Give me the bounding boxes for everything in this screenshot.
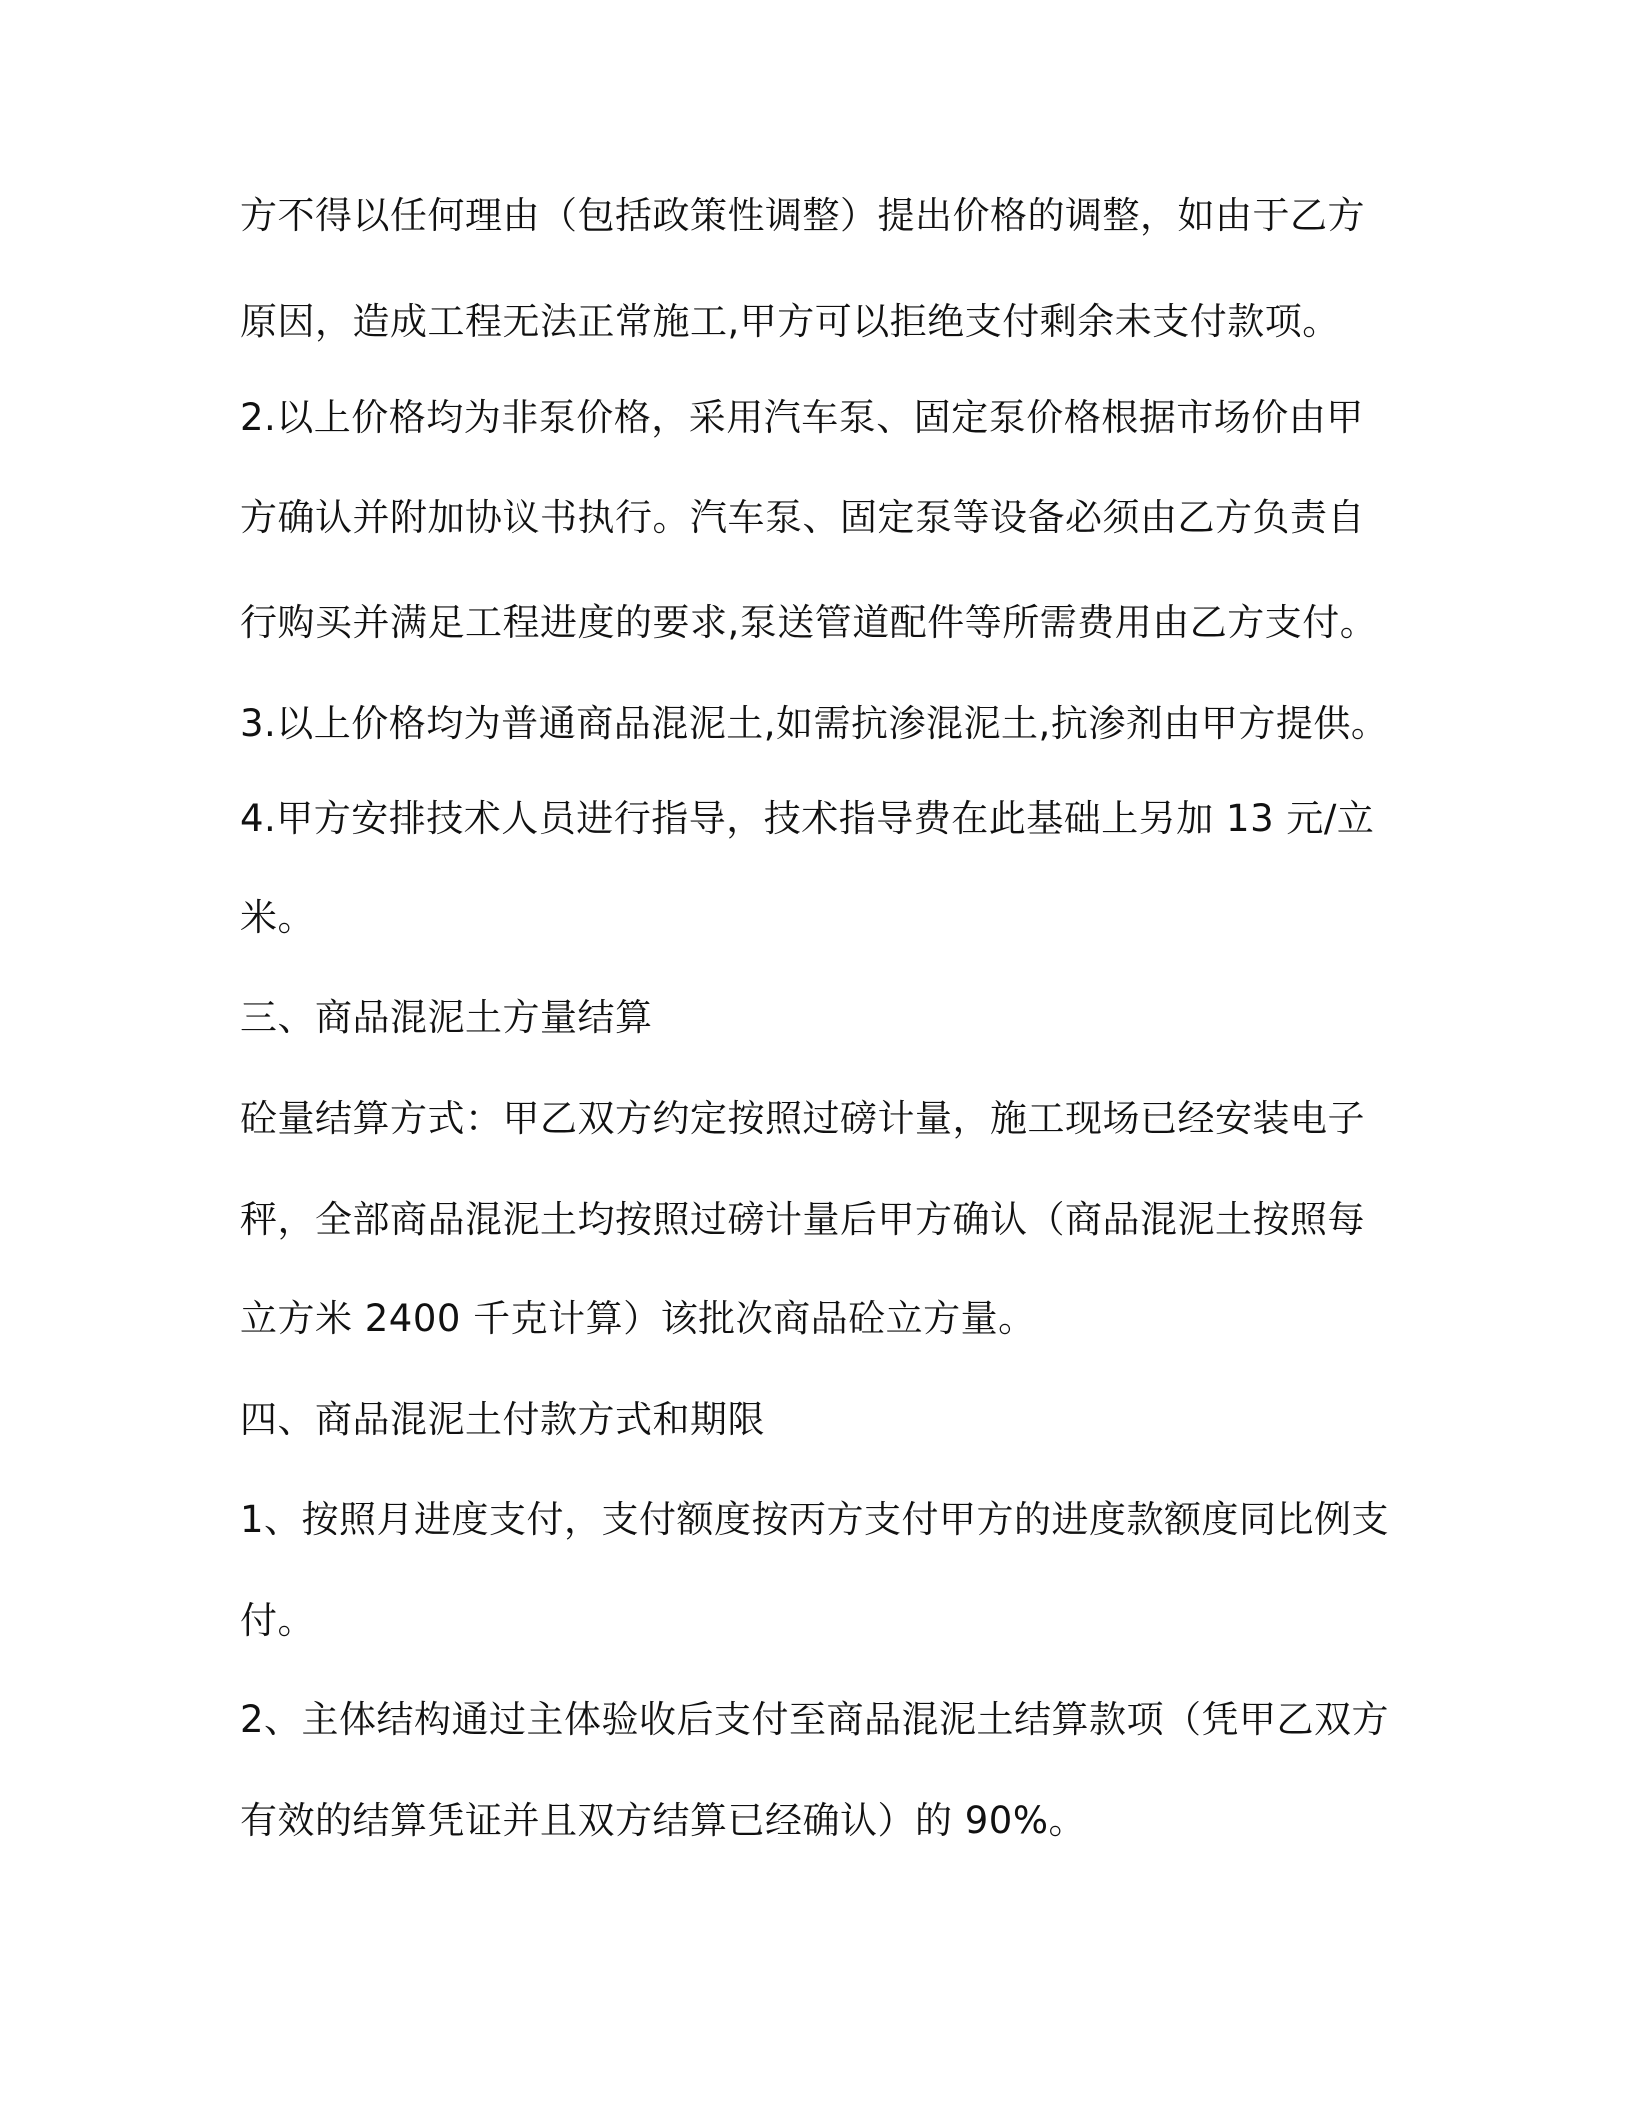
text-line: 3.以上价格均为普通商品混泥土,如需抗渗混泥土,抗渗剂由甲方提供。 [240, 702, 1389, 745]
text-line: 4.甲方安排技术人员进行指导，技术指导费在此基础上另加 13 元/立 [240, 797, 1375, 840]
section-heading: 三、商品混泥土方量结算 [240, 996, 653, 1039]
text-line: 砼量结算方式：甲乙双方约定按照过磅计量，施工现场已经安装电子 [240, 1097, 1365, 1140]
text-line: 米。 [240, 896, 315, 939]
text-line: 2、主体结构通过主体验收后支付至商品混泥土结算款项（凭甲乙双方 [240, 1698, 1390, 1741]
text-line: 有效的结算凭证并且双方结算已经确认）的 90%。 [240, 1799, 1086, 1842]
section-heading: 四、商品混泥土付款方式和期限 [240, 1398, 765, 1441]
text-line: 秤，全部商品混泥土均按照过磅计量后甲方确认（商品混泥土按照每 [240, 1198, 1365, 1241]
text-line: 立方米 2400 千克计算）该批次商品砼立方量。 [240, 1297, 1036, 1340]
text-line: 方不得以任何理由（包括政策性调整）提出价格的调整，如由于乙方 [240, 194, 1365, 237]
text-line: 1、按照月进度支付，支付额度按丙方支付甲方的进度款额度同比例支 [240, 1498, 1390, 1541]
text-line: 方确认并附加协议书执行。汽车泵、固定泵等设备必须由乙方负责自 [240, 496, 1365, 539]
text-line: 原因，造成工程无法正常施工,甲方可以拒绝支付剩余未支付款项。 [240, 300, 1340, 343]
text-line: 行购买并满足工程进度的要求,泵送管道配件等所需费用由乙方支付。 [240, 601, 1378, 644]
text-line: 付。 [240, 1599, 315, 1642]
text-line: 2.以上价格均为非泵价格，采用汽车泵、固定泵价格根据市场价由甲 [240, 396, 1364, 439]
